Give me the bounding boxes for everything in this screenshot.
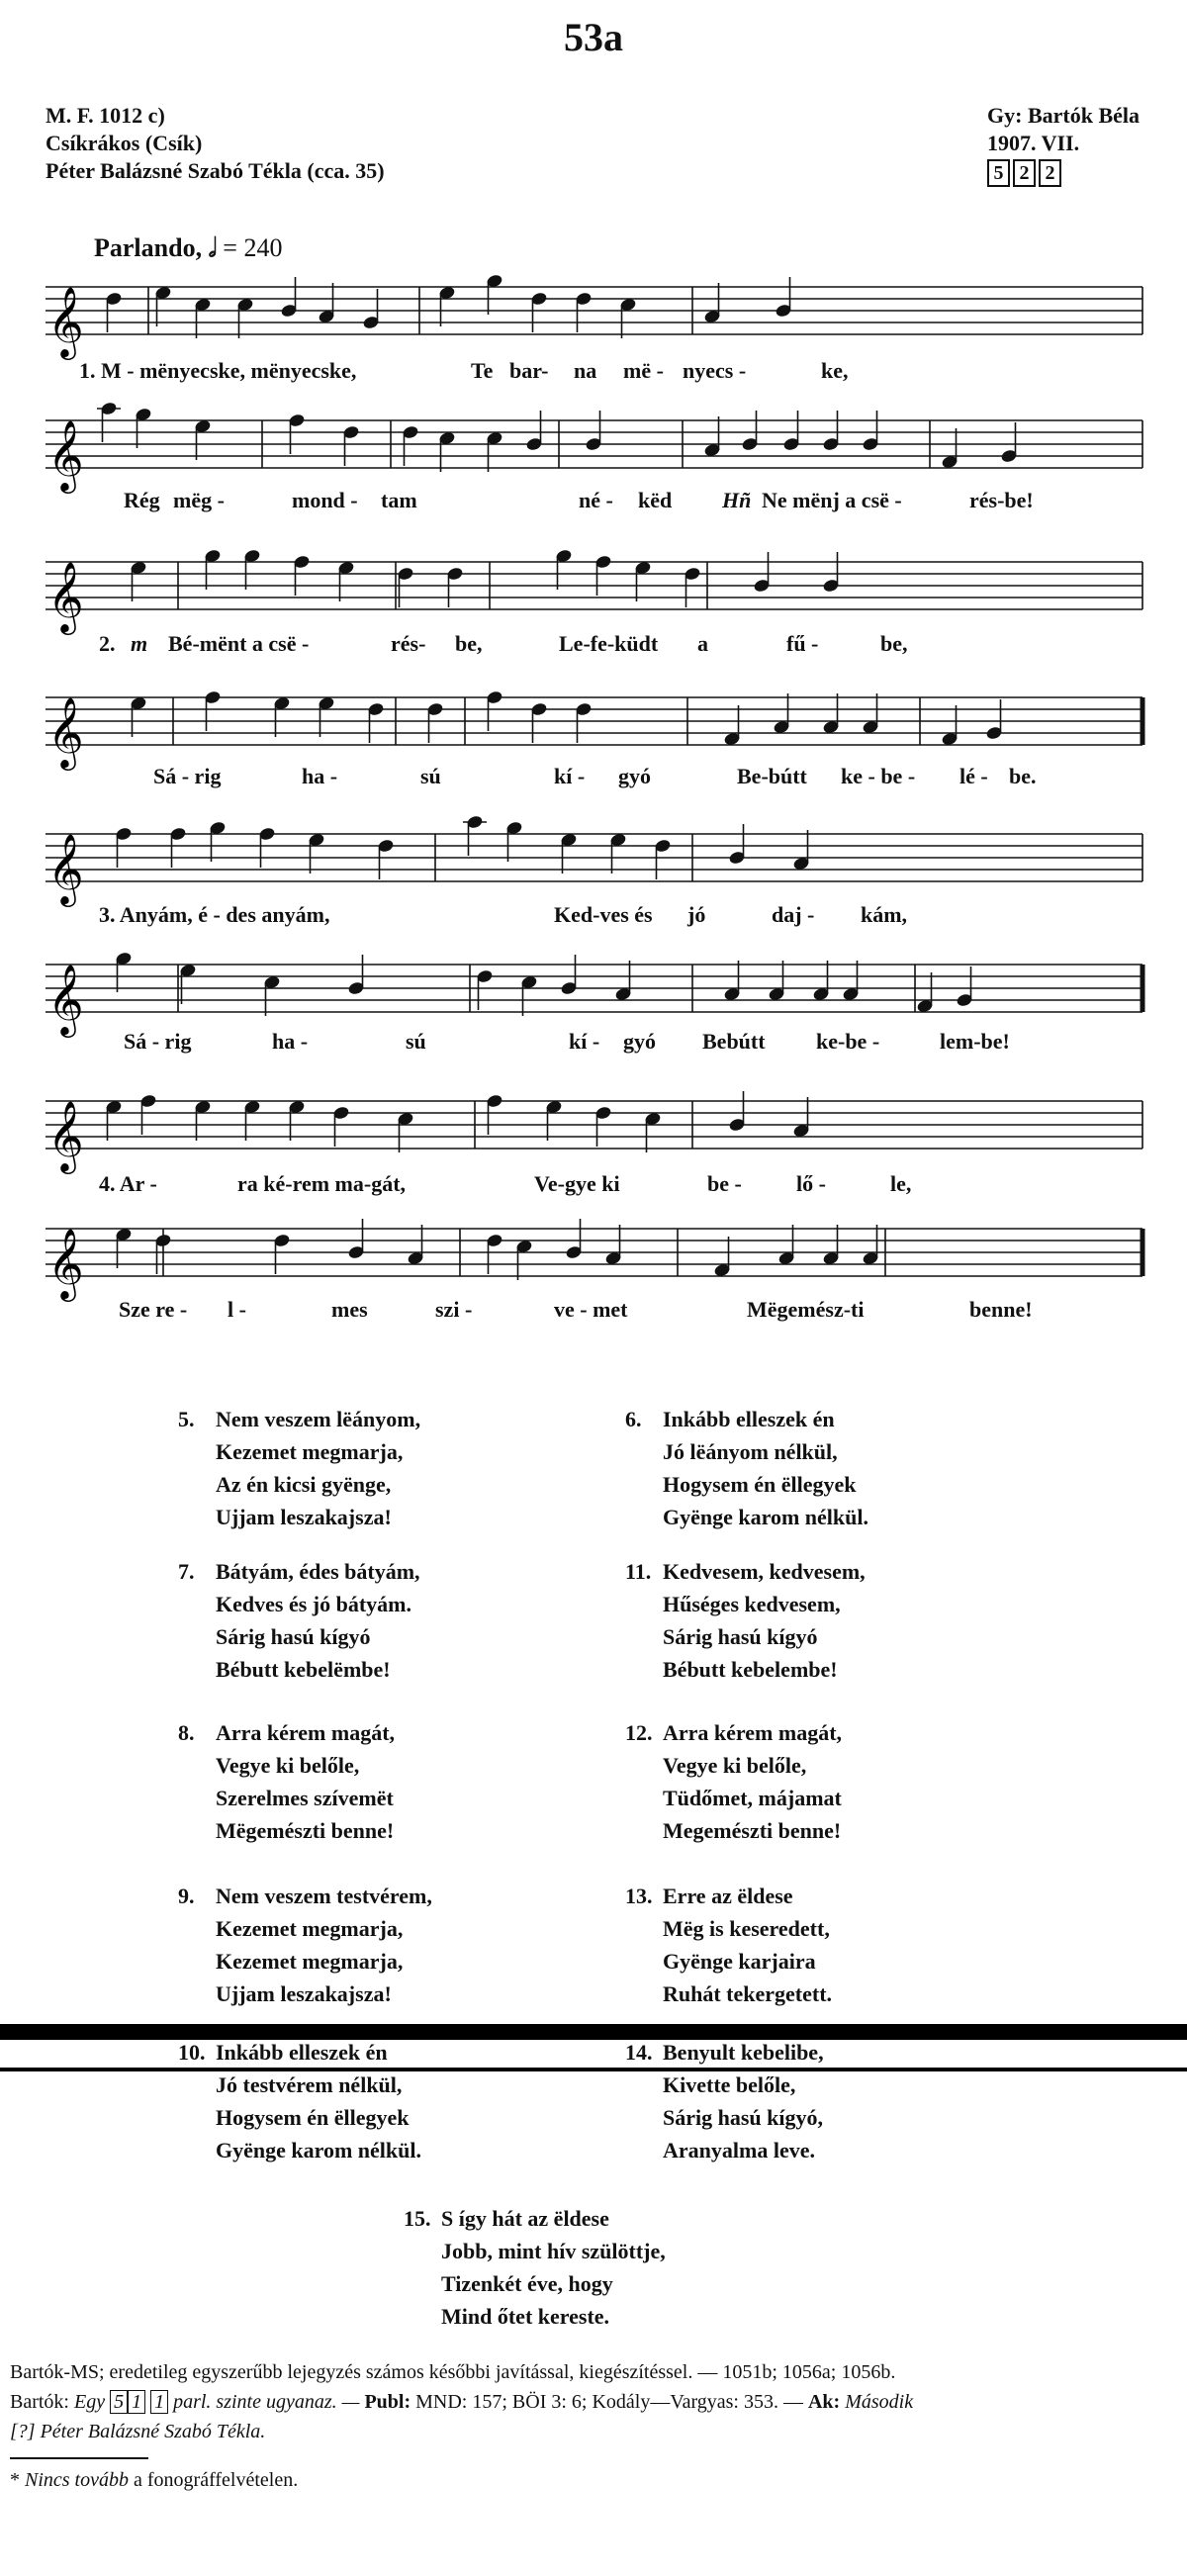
stanza-block bbox=[178, 1555, 420, 1686]
footnote-marker: * bbox=[10, 2469, 20, 2491]
lyric-syllable: Bé-mënt a csë - bbox=[168, 631, 310, 656]
stanza-line: Ruhát tekergetett. bbox=[663, 1981, 833, 2006]
collector-info bbox=[987, 102, 1140, 187]
stanza-block bbox=[625, 1403, 869, 1533]
lyric-syllable: ha - bbox=[302, 764, 338, 788]
music-staff bbox=[0, 1199, 1187, 1308]
treble-clef-icon: 𝄞 bbox=[47, 285, 84, 357]
note-part: [?] Péter Balázsné Szabó Tékla. bbox=[10, 2421, 266, 2442]
stanza-line: Nem veszem lëányom, bbox=[216, 1407, 421, 1431]
stanza-block bbox=[178, 1716, 396, 1847]
stanza-line: Kivette belőle, bbox=[663, 2072, 796, 2097]
stanza-line: Sárig hasú kígyó bbox=[663, 1624, 818, 1649]
note-part: Bartók: bbox=[10, 2391, 69, 2413]
stanza-number: 6. bbox=[625, 1407, 642, 1431]
stanza-line: Bátyám, édes bátyám, bbox=[216, 1559, 420, 1584]
stanza-line: Arra kérem magát, bbox=[216, 1720, 396, 1745]
lyric-syllable: be. bbox=[1009, 764, 1037, 788]
lyric-syllable: Bebútt bbox=[702, 1029, 766, 1054]
music-staff bbox=[0, 668, 1187, 777]
lyric-syllable: fű - bbox=[786, 631, 819, 656]
lyric-syllable: ve - met bbox=[554, 1297, 628, 1322]
stanza-line: Mind őtet kereste. bbox=[441, 2304, 610, 2329]
treble-clef-icon: 𝄞 bbox=[47, 832, 84, 904]
source-line: Csíkrákos (Csík) bbox=[46, 131, 203, 155]
lyric-syllable: ke, bbox=[821, 358, 849, 383]
music-staff bbox=[0, 1071, 1187, 1180]
stanza-number: 11. bbox=[625, 1559, 652, 1584]
treble-clef-icon: 𝄞 bbox=[47, 1227, 84, 1299]
lyric-syllable: be - bbox=[707, 1171, 742, 1196]
scan-artifact-bar bbox=[0, 2024, 1187, 2040]
lyric-syllable: më - bbox=[623, 358, 664, 383]
stanza-line: Gyënge karom nélkül. bbox=[663, 1505, 869, 1529]
music-staff bbox=[0, 935, 1187, 1044]
lyric-syllable: lé - bbox=[959, 764, 988, 788]
page-title: 53a bbox=[564, 15, 623, 59]
note-box: 1 bbox=[128, 2390, 145, 2414]
stanza-line: Vegye ki belőle, bbox=[663, 1753, 807, 1778]
lyric-syllable: ke - be - bbox=[841, 764, 916, 788]
music-staff bbox=[0, 391, 1187, 500]
stanza-block bbox=[178, 2036, 422, 2166]
source-line: Péter Balázsné Szabó Tékla (cca. 35) bbox=[46, 158, 385, 183]
treble-clef-icon: 𝄞 bbox=[47, 963, 84, 1035]
stanza-number: 10. bbox=[178, 2040, 206, 2065]
note-line bbox=[10, 2387, 1167, 2417]
lyric-syllable: sú bbox=[406, 1029, 426, 1054]
lyric-syllable: rés-be! bbox=[969, 488, 1034, 512]
stanza-line: Bébutt kebelembe! bbox=[663, 1657, 838, 1682]
stanza-line: Sárig hasú kígyó, bbox=[663, 2105, 823, 2130]
class-box: 2 bbox=[1013, 159, 1036, 187]
stanza-line: Hogysem én ëllegyek bbox=[216, 2105, 410, 2130]
lyric-syllable: rés- bbox=[391, 631, 426, 656]
source-notes bbox=[10, 2357, 1167, 2446]
lyric-syllable: kám, bbox=[861, 902, 908, 927]
stanza-line: Jobb, mint hív szülöttje, bbox=[441, 2239, 666, 2263]
stanza-line: Bébutt kebelëmbe! bbox=[216, 1657, 391, 1682]
lyric-syllable: sú bbox=[420, 764, 441, 788]
note-box: 1 bbox=[150, 2390, 168, 2414]
stanza-number: 12. bbox=[625, 1720, 653, 1745]
music-staff bbox=[0, 532, 1187, 641]
lyric-syllable: Le-fe-küdt bbox=[559, 631, 659, 656]
stanza-line: Kedves és jó bátyám. bbox=[216, 1592, 411, 1616]
lyric-syllable: Sá - rig bbox=[153, 764, 222, 788]
treble-clef-icon: 𝄞 bbox=[47, 695, 84, 768]
lyric-syllable: gyó bbox=[623, 1029, 656, 1054]
stanza-line: Erre az ëldese bbox=[663, 1884, 793, 1908]
lyric-syllable: benne! bbox=[969, 1297, 1033, 1322]
stanza-line: Hűséges kedvesem, bbox=[663, 1592, 841, 1616]
stanza-number: 14. bbox=[625, 2040, 653, 2065]
music-staff bbox=[0, 257, 1187, 366]
classification-boxes bbox=[987, 159, 1140, 187]
lyric-syllable: ha - bbox=[272, 1029, 309, 1054]
note-part: Második bbox=[845, 2391, 914, 2413]
note-line bbox=[10, 2417, 1167, 2446]
lyric-syllable: m bbox=[131, 631, 148, 656]
footnote-part: Nincs tovább bbox=[25, 2469, 129, 2491]
stanza-line: Tizenkét éve, hogy bbox=[441, 2271, 613, 2296]
music-staff bbox=[0, 804, 1187, 913]
lyric-syllable: 1. M - mënyecske, mënyecske, bbox=[79, 358, 357, 383]
lyric-syllable: né - bbox=[579, 488, 613, 512]
lyric-syllable: nyecs - bbox=[683, 358, 747, 383]
stanza-line: Tüdőmet, májamat bbox=[663, 1786, 842, 1810]
lyric-syllable: Sá - rig bbox=[124, 1029, 192, 1054]
stanza-line: Kezemet megmarja, bbox=[216, 1949, 404, 1974]
stanza-number: 15. bbox=[404, 2206, 431, 2231]
stanza-line: Szerelmes szívemët bbox=[216, 1786, 394, 1810]
lyric-syllable: gyó bbox=[618, 764, 651, 788]
lyric-syllable: Be-bútt bbox=[737, 764, 807, 788]
stanza-block bbox=[625, 1880, 833, 2010]
stanza-block bbox=[625, 1716, 843, 1847]
lyric-syllable: be, bbox=[455, 631, 483, 656]
half-note-icon: 𝅗𝅥 bbox=[208, 233, 217, 262]
stanza-line: Kezemet megmarja, bbox=[216, 1439, 404, 1464]
source-line: M. F. 1012 c) bbox=[46, 103, 165, 128]
stanza-line: Benyult kebelibe, bbox=[663, 2040, 824, 2065]
lyric-syllable: Mëgemész-ti bbox=[747, 1297, 865, 1322]
stanza-line: Ujjam leszakajsza! bbox=[216, 1505, 392, 1529]
collector-date: 1907. VII. bbox=[987, 131, 1080, 155]
note-part: parl. szinte ugyanaz. — bbox=[173, 2391, 360, 2413]
lyric-syllable: Ked-ves és bbox=[554, 902, 653, 927]
lyric-syllable: mes bbox=[331, 1297, 368, 1322]
lyric-syllable: daj - bbox=[772, 902, 815, 927]
lyric-syllable: kí - bbox=[554, 764, 586, 788]
footnote bbox=[10, 2465, 1167, 2495]
note-part: Egy bbox=[74, 2391, 106, 2413]
source-info bbox=[46, 102, 385, 185]
class-box: 2 bbox=[1039, 159, 1061, 187]
stanza-block bbox=[625, 1555, 866, 1686]
scan-artifact-bar bbox=[0, 2068, 1187, 2071]
lyric-syllable: 2. bbox=[99, 631, 116, 656]
lyric-syllable: mond - bbox=[292, 488, 358, 512]
stanza-line: Inkább elleszek én bbox=[216, 2040, 388, 2065]
lyric-syllable: ra ké-rem ma-gát, bbox=[237, 1171, 407, 1196]
treble-clef-icon: 𝄞 bbox=[47, 418, 84, 491]
lyric-syllable: lem-be! bbox=[940, 1029, 1010, 1054]
stanza-line: Kedvesem, kedvesem, bbox=[663, 1559, 866, 1584]
lyric-syllable: 3. Anyám, é - des anyám, bbox=[99, 902, 330, 927]
lyric-syllable: 4. Ar - bbox=[99, 1171, 157, 1196]
lyric-syllable: tam bbox=[381, 488, 417, 512]
lyric-syllable: këd bbox=[638, 488, 673, 512]
lyric-syllable: szi - bbox=[435, 1297, 473, 1322]
lyric-syllable: lő - bbox=[796, 1171, 826, 1196]
stanza-line: Mëg is keseredett, bbox=[663, 1916, 830, 1941]
lyric-syllable: mëg - bbox=[173, 488, 225, 512]
class-box: 5 bbox=[987, 159, 1010, 187]
stanza-line: Kezemet megmarja, bbox=[216, 1916, 404, 1941]
stanza-block bbox=[404, 2202, 666, 2333]
lyric-syllable: Te bbox=[471, 358, 494, 383]
treble-clef-icon: 𝄞 bbox=[47, 1099, 84, 1171]
stanza-number: 13. bbox=[625, 1884, 653, 1908]
lyric-syllable: l - bbox=[228, 1297, 246, 1322]
stanza-number: 7. bbox=[178, 1559, 195, 1584]
stanza-block bbox=[178, 1403, 421, 1533]
stanza-line: Megemészti benne! bbox=[663, 1818, 842, 1843]
stanza-number: 9. bbox=[178, 1884, 195, 1908]
lyric-syllable: Ve-gye ki bbox=[534, 1171, 620, 1196]
lyric-syllable: ke-be - bbox=[816, 1029, 880, 1054]
note-line: Bartók-MS; eredetileg egyszerűbb lejegyzés számos későbbi javítással, kiegészítéssel. — 1051b; 1056a; 1056b. bbox=[10, 2361, 896, 2383]
note-part: Ak: bbox=[807, 2391, 841, 2413]
lyric-syllable: Rég bbox=[124, 488, 160, 512]
footnote-rule bbox=[10, 2457, 148, 2459]
lyric-syllable: be, bbox=[880, 631, 908, 656]
lyric-syllable: Ne mënj a csë - bbox=[762, 488, 902, 512]
stanza-line: Jó testvérem nélkül, bbox=[216, 2072, 403, 2097]
lyric-syllable: Sze re - bbox=[119, 1297, 188, 1322]
stanza-line: Mëgemészti benne! bbox=[216, 1818, 395, 1843]
note-box: 5 bbox=[110, 2390, 128, 2414]
note-part: MND: 157; BÖI 3: 6; Kodály—Vargyas: 353. — bbox=[415, 2391, 803, 2413]
collector-line: Gy: Bartók Béla bbox=[987, 103, 1140, 128]
tempo-mm: = 240 bbox=[223, 233, 283, 262]
lyric-syllable: jó bbox=[687, 902, 706, 927]
stanza-line: S így hát az ëldese bbox=[441, 2206, 609, 2231]
lyric-syllable: bar- bbox=[509, 358, 549, 383]
stanza-line: Vegye ki belőle, bbox=[216, 1753, 360, 1778]
lyric-syllable: Hñ bbox=[722, 488, 752, 512]
treble-clef-icon: 𝄞 bbox=[47, 560, 84, 632]
stanza-line: Aranyalma leve. bbox=[663, 2138, 815, 2162]
stanza-line: Nem veszem testvérem, bbox=[216, 1884, 432, 1908]
lyric-syllable: kí - bbox=[569, 1029, 600, 1054]
footnote-part: a fonográffelvételen. bbox=[134, 2469, 299, 2491]
stanza-line: Hogysem én ëllegyek bbox=[663, 1472, 857, 1497]
stanza-block bbox=[178, 1880, 432, 2010]
stanza-number: 8. bbox=[178, 1720, 195, 1745]
note-part: Publ: bbox=[364, 2391, 411, 2413]
stanza-line: Jó lëányom nélkül, bbox=[663, 1439, 838, 1464]
tempo-text: Parlando, bbox=[94, 233, 203, 262]
stanza-line: Arra kérem magát, bbox=[663, 1720, 843, 1745]
stanza-line: Gyënge karjaira bbox=[663, 1949, 816, 1974]
stanza-line: Inkább elleszek én bbox=[663, 1407, 835, 1431]
stanza-number: 5. bbox=[178, 1407, 195, 1431]
stanza-line: Sárig hasú kígyó bbox=[216, 1624, 371, 1649]
stanza-line: Ujjam leszakajsza! bbox=[216, 1981, 392, 2006]
stanza-line: Gyënge karom nélkül. bbox=[216, 2138, 422, 2162]
lyric-syllable: le, bbox=[890, 1171, 912, 1196]
lyric-syllable: a bbox=[697, 631, 708, 656]
lyric-syllable: na bbox=[574, 358, 597, 383]
stanza-block bbox=[625, 2036, 824, 2166]
stanza-line: Az én kicsi gyënge, bbox=[216, 1472, 392, 1497]
